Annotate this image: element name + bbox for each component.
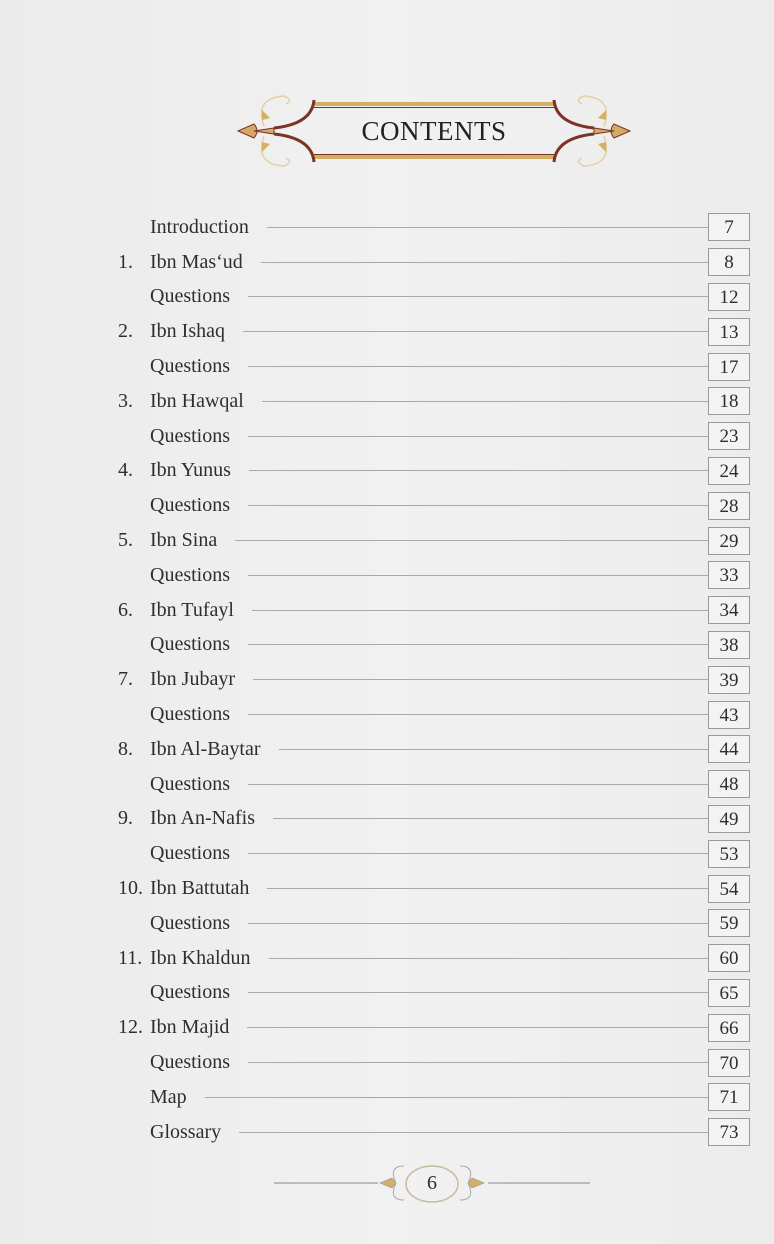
leader-line <box>247 1027 708 1028</box>
entry-page-number: 7 <box>708 213 750 241</box>
entry-number: 6. <box>118 598 133 621</box>
leader-line <box>248 296 708 297</box>
entry-page-number: 60 <box>708 944 750 972</box>
entry-title: Questions <box>150 355 230 378</box>
leader-line <box>262 401 708 402</box>
entry-number: 2. <box>118 320 133 343</box>
table-of-contents <box>110 210 750 1150</box>
leader-line <box>235 540 708 541</box>
entry-title: Questions <box>150 703 230 726</box>
entry-page-number: 24 <box>708 457 750 485</box>
entry-page-number: 33 <box>708 561 750 589</box>
entry-page-number: 8 <box>708 248 750 276</box>
entry-page-number: 29 <box>708 527 750 555</box>
entry-page-number: 48 <box>708 770 750 798</box>
entry-page-number: 13 <box>708 318 750 346</box>
entry-title: Questions <box>150 842 230 865</box>
toc-entry <box>110 697 750 732</box>
entry-title: Map <box>150 1085 187 1108</box>
entry-page-number: 39 <box>708 666 750 694</box>
page-title: CONTENTS <box>361 116 507 146</box>
toc-entry <box>110 593 750 628</box>
entry-number: 8. <box>118 737 133 760</box>
toc-entry <box>110 732 750 767</box>
entry-title: Questions <box>150 285 230 308</box>
toc-entry <box>110 1115 750 1150</box>
toc-entry <box>110 941 750 976</box>
entry-page-number: 38 <box>708 631 750 659</box>
entry-title: Questions <box>150 494 230 517</box>
toc-entry <box>110 1080 750 1115</box>
page-number: 6 <box>427 1172 437 1194</box>
leader-line <box>248 644 708 645</box>
entry-title: Questions <box>150 1051 230 1074</box>
leader-line <box>267 888 708 889</box>
entry-page-number: 49 <box>708 805 750 833</box>
entry-page-number: 54 <box>708 875 750 903</box>
toc-entry <box>110 906 750 941</box>
contents-header <box>234 88 634 174</box>
leader-line <box>248 923 708 924</box>
entry-number: 9. <box>118 807 133 830</box>
toc-entry <box>110 1010 750 1045</box>
toc-entry <box>110 210 750 245</box>
toc-entry <box>110 349 750 384</box>
leader-line <box>253 679 708 680</box>
toc-entry <box>110 245 750 280</box>
leader-line <box>279 749 708 750</box>
entry-page-number: 18 <box>708 387 750 415</box>
entry-page-number: 12 <box>708 283 750 311</box>
toc-entry <box>110 976 750 1011</box>
toc-entry <box>110 419 750 454</box>
entry-page-number: 43 <box>708 701 750 729</box>
leader-line <box>269 958 708 959</box>
leader-line <box>248 1062 708 1063</box>
toc-entry <box>110 558 750 593</box>
page-footer <box>270 1160 594 1208</box>
leader-line <box>205 1097 708 1098</box>
toc-entry <box>110 767 750 802</box>
leader-line <box>248 992 708 993</box>
leader-line <box>249 470 708 471</box>
entry-title: Questions <box>150 424 230 447</box>
leader-line <box>239 1132 708 1133</box>
entry-page-number: 73 <box>708 1118 750 1146</box>
entry-page-number: 44 <box>708 735 750 763</box>
leader-line <box>267 227 708 228</box>
entry-number: 3. <box>118 389 133 412</box>
leader-line <box>243 331 708 332</box>
entry-page-number: 53 <box>708 840 750 868</box>
entry-number: 10. <box>118 877 143 900</box>
entry-title: Questions <box>150 911 230 934</box>
entry-page-number: 34 <box>708 596 750 624</box>
leader-line <box>248 714 708 715</box>
leader-line <box>261 262 708 263</box>
entry-title: Ibn Yunus <box>150 459 231 482</box>
entry-title: Questions <box>150 563 230 586</box>
leader-line <box>248 784 708 785</box>
toc-entry <box>110 1045 750 1080</box>
toc-entry <box>110 871 750 906</box>
entry-title: Questions <box>150 772 230 795</box>
entry-title: Ibn Majid <box>150 1016 230 1039</box>
entry-title: Ibn An-Nafis <box>150 807 255 830</box>
toc-entry <box>110 836 750 871</box>
entry-page-number: 23 <box>708 422 750 450</box>
entry-title: Glossary <box>150 1120 222 1143</box>
entry-title: Introduction <box>150 215 249 238</box>
toc-entry <box>110 628 750 663</box>
toc-entry <box>110 280 750 315</box>
entry-title: Ibn Jubayr <box>150 668 235 691</box>
entry-title: Ibn Sina <box>150 529 218 552</box>
entry-title: Ibn Al-Baytar <box>150 737 261 760</box>
toc-entry <box>110 384 750 419</box>
leader-line <box>252 610 708 611</box>
leader-line <box>248 575 708 576</box>
entry-page-number: 28 <box>708 492 750 520</box>
toc-entry <box>110 488 750 523</box>
toc-entry <box>110 802 750 837</box>
entry-page-number: 70 <box>708 1049 750 1077</box>
leader-line <box>248 505 708 506</box>
toc-entry <box>110 523 750 558</box>
toc-entry <box>110 662 750 697</box>
toc-entry <box>110 454 750 489</box>
entry-title: Questions <box>150 981 230 1004</box>
leader-line <box>248 853 708 854</box>
toc-entry <box>110 314 750 349</box>
entry-title: Ibn Hawqal <box>150 389 244 412</box>
entry-number: 5. <box>118 529 133 552</box>
entry-title: Ibn Khaldun <box>150 946 251 969</box>
entry-number: 7. <box>118 668 133 691</box>
entry-page-number: 65 <box>708 979 750 1007</box>
entry-number: 4. <box>118 459 133 482</box>
entry-page-number: 59 <box>708 909 750 937</box>
entry-title: Ibn Ishaq <box>150 320 225 343</box>
leader-line <box>248 366 708 367</box>
entry-title: Ibn Mas‘ud <box>150 250 243 273</box>
entry-page-number: 66 <box>708 1014 750 1042</box>
entry-page-number: 17 <box>708 353 750 381</box>
entry-title: Ibn Battutah <box>150 877 250 900</box>
entry-page-number: 71 <box>708 1083 750 1111</box>
entry-title: Questions <box>150 633 230 656</box>
leader-line <box>248 436 708 437</box>
entry-number: 11. <box>118 946 143 969</box>
entry-number: 1. <box>118 250 133 273</box>
entry-title: Ibn Tufayl <box>150 598 234 621</box>
entry-number: 12. <box>118 1016 143 1039</box>
leader-line <box>273 818 708 819</box>
